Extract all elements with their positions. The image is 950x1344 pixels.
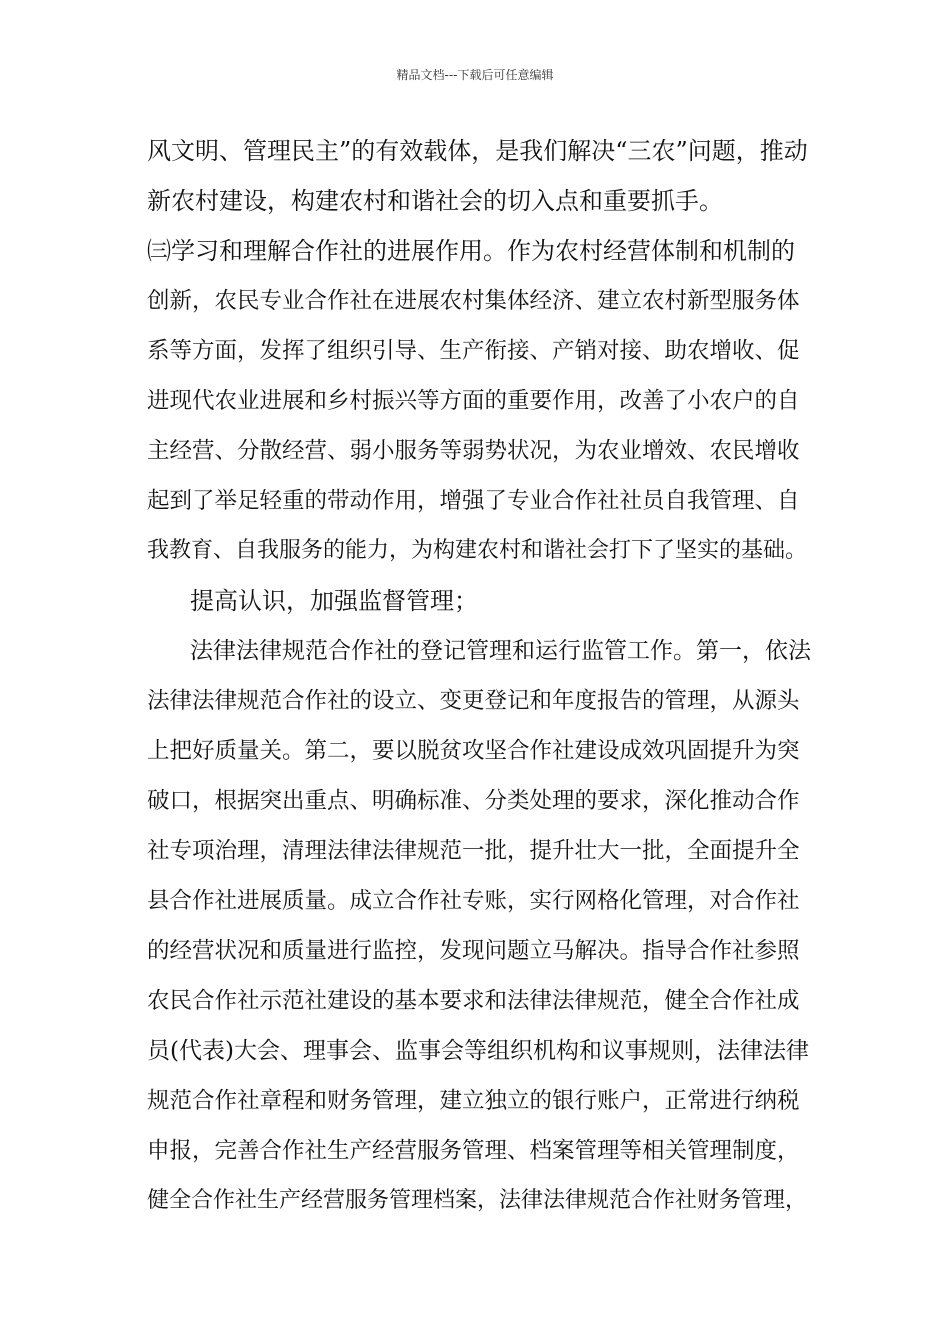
text-line: 法律法律规范合作社的设立、变更登记和年度报告的管理，从源头	[147, 688, 800, 714]
text-line: 农民合作社示范社建设的基本要求和法律法律规范，健全合作社成	[147, 988, 800, 1014]
section-heading: 提高认识，加强监督管理；	[190, 587, 478, 615]
text-line: 上把好质量关。第二，要以脱贫攻坚合作社建设成效巩固提升为突	[147, 738, 800, 764]
text-line: 风文明、管理民主”的有效载体，是我们解决“三农”问题，推动	[147, 137, 808, 165]
text-line: 员(代表)大会、理事会、监事会等组织机构和议事规则，法律法律	[147, 1038, 809, 1064]
text-line: ㈢学习和理解合作社的进展作用。作为农村经营体制和机制的	[147, 237, 795, 265]
text-line: 起到了举足轻重的带动作用，增强了专业合作社社员自我管理、自	[147, 488, 800, 514]
text-line: 破口，根据突出重点、明确标准、分类处理的要求，深化推动合作	[147, 788, 800, 814]
text-line: 社专项治理，清理法律法律规范一批，提升壮大一批，全面提升全	[147, 838, 800, 864]
text-line: 的经营状况和质量进行监控，发现问题立马解决。指导合作社参照	[147, 938, 800, 964]
text-line: 新农村建设，构建农村和谐社会的切入点和重要抓手。	[147, 187, 723, 215]
text-line: 进现代农业进展和乡村振兴等方面的重要作用，改善了小农户的自	[147, 388, 800, 414]
text-line: 规范合作社章程和财务管理，建立独立的银行账户，正常进行纳税	[147, 1088, 800, 1114]
text-line: 健全合作社生产经营服务管理档案，法律法律规范合作社财务管理，	[147, 1188, 808, 1213]
text-line: 县合作社进展质量。成立合作社专账，实行网格化管理，对合作社	[147, 888, 800, 914]
text-line: 创新，农民专业合作社在进展农村集体经济、建立农村新型服务体	[147, 288, 800, 314]
text-line: 系等方面，发挥了组织引导、生产衔接、产销对接、助农增收、促	[147, 338, 800, 364]
text-line: 主经营、分散经营、弱小服务等弱势状况，为农业增效、农民增收	[147, 438, 800, 464]
text-line: 我教育、自我服务的能力，为构建农村和谐社会打下了坚实的基础。	[147, 538, 808, 563]
text-line: 法律法律规范合作社的登记管理和运行监管工作。第一，依法	[190, 638, 811, 664]
text-line: 申报，完善合作社生产经营服务管理、档案管理等相关管理制度，	[147, 1138, 800, 1164]
page-header: 精品文档---下载后可任意编辑	[396, 68, 554, 82]
